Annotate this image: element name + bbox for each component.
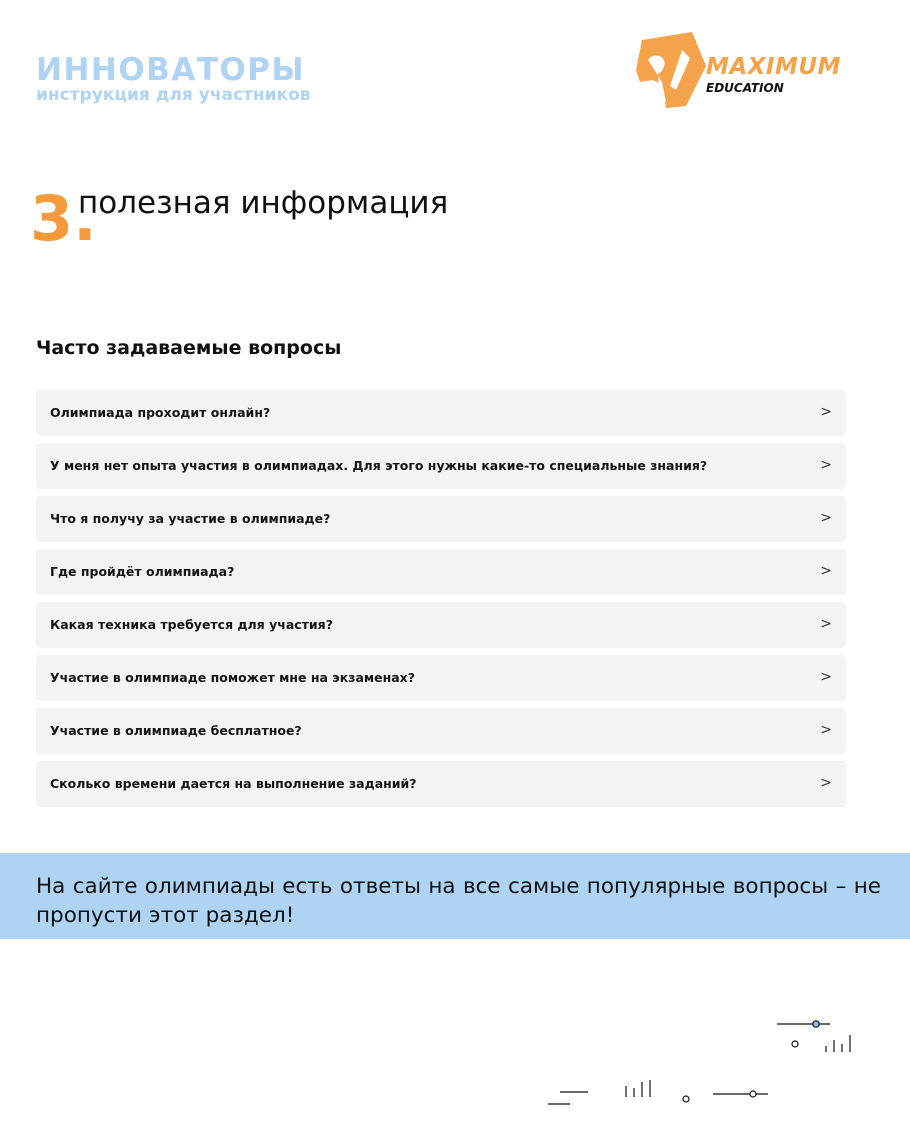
faq-item[interactable]: [36, 761, 846, 807]
faq-item[interactable]: [36, 549, 846, 595]
faq-question: Сколько времени дается на выполнение заданий?: [50, 776, 417, 791]
logo-wordmark: MAXIMUM: [706, 54, 841, 80]
faq-item[interactable]: [36, 655, 846, 701]
faq-question: У меня нет опыта участия в олимпиадах. Для этого нужны какие-то специальные знания?: [50, 458, 708, 473]
faq-item[interactable]: [36, 390, 846, 436]
chevron-right-icon: >: [820, 616, 832, 632]
maximum-education-logo: [632, 30, 862, 112]
page-title: ИННОВАТОРЫ: [36, 52, 306, 88]
chevron-right-icon: >: [820, 563, 832, 579]
chevron-right-icon: >: [820, 404, 832, 420]
chevron-right-icon: >: [820, 775, 832, 791]
chevron-right-icon: >: [820, 457, 832, 473]
faq-question: Где пройдёт олимпиада?: [50, 564, 235, 579]
faq-item[interactable]: [36, 602, 846, 648]
faq-question: Участие в олимпиаде поможет мне на экзаменах?: [50, 670, 415, 685]
section-title: полезная информация: [78, 185, 449, 221]
faq-question: Какая техника требуется для участия?: [50, 617, 333, 632]
faq-list: [36, 390, 846, 814]
faq-question: Олимпиада проходит онлайн?: [50, 405, 271, 420]
chevron-right-icon: >: [820, 510, 832, 526]
chevron-right-icon: >: [820, 722, 832, 738]
faq-question: Что я получу за участие в олимпиаде?: [50, 511, 331, 526]
faq-heading: Часто задаваемые вопросы: [36, 337, 342, 359]
faq-question: Участие в олимпиаде бесплатное?: [50, 723, 302, 738]
faq-item[interactable]: [36, 496, 846, 542]
section-number: 3.: [30, 182, 97, 255]
page-subtitle: инструкция для участников: [36, 85, 311, 105]
note-text: На сайте олимпиады есть ответы на все самые популярные вопросы – не пропусти этот раздел!: [36, 874, 881, 928]
logo-emblem-icon: [632, 30, 706, 110]
faq-item[interactable]: [36, 708, 846, 754]
faq-item[interactable]: [36, 443, 846, 489]
chevron-right-icon: >: [820, 669, 832, 685]
logo-subtext: EDUCATION: [706, 81, 784, 95]
